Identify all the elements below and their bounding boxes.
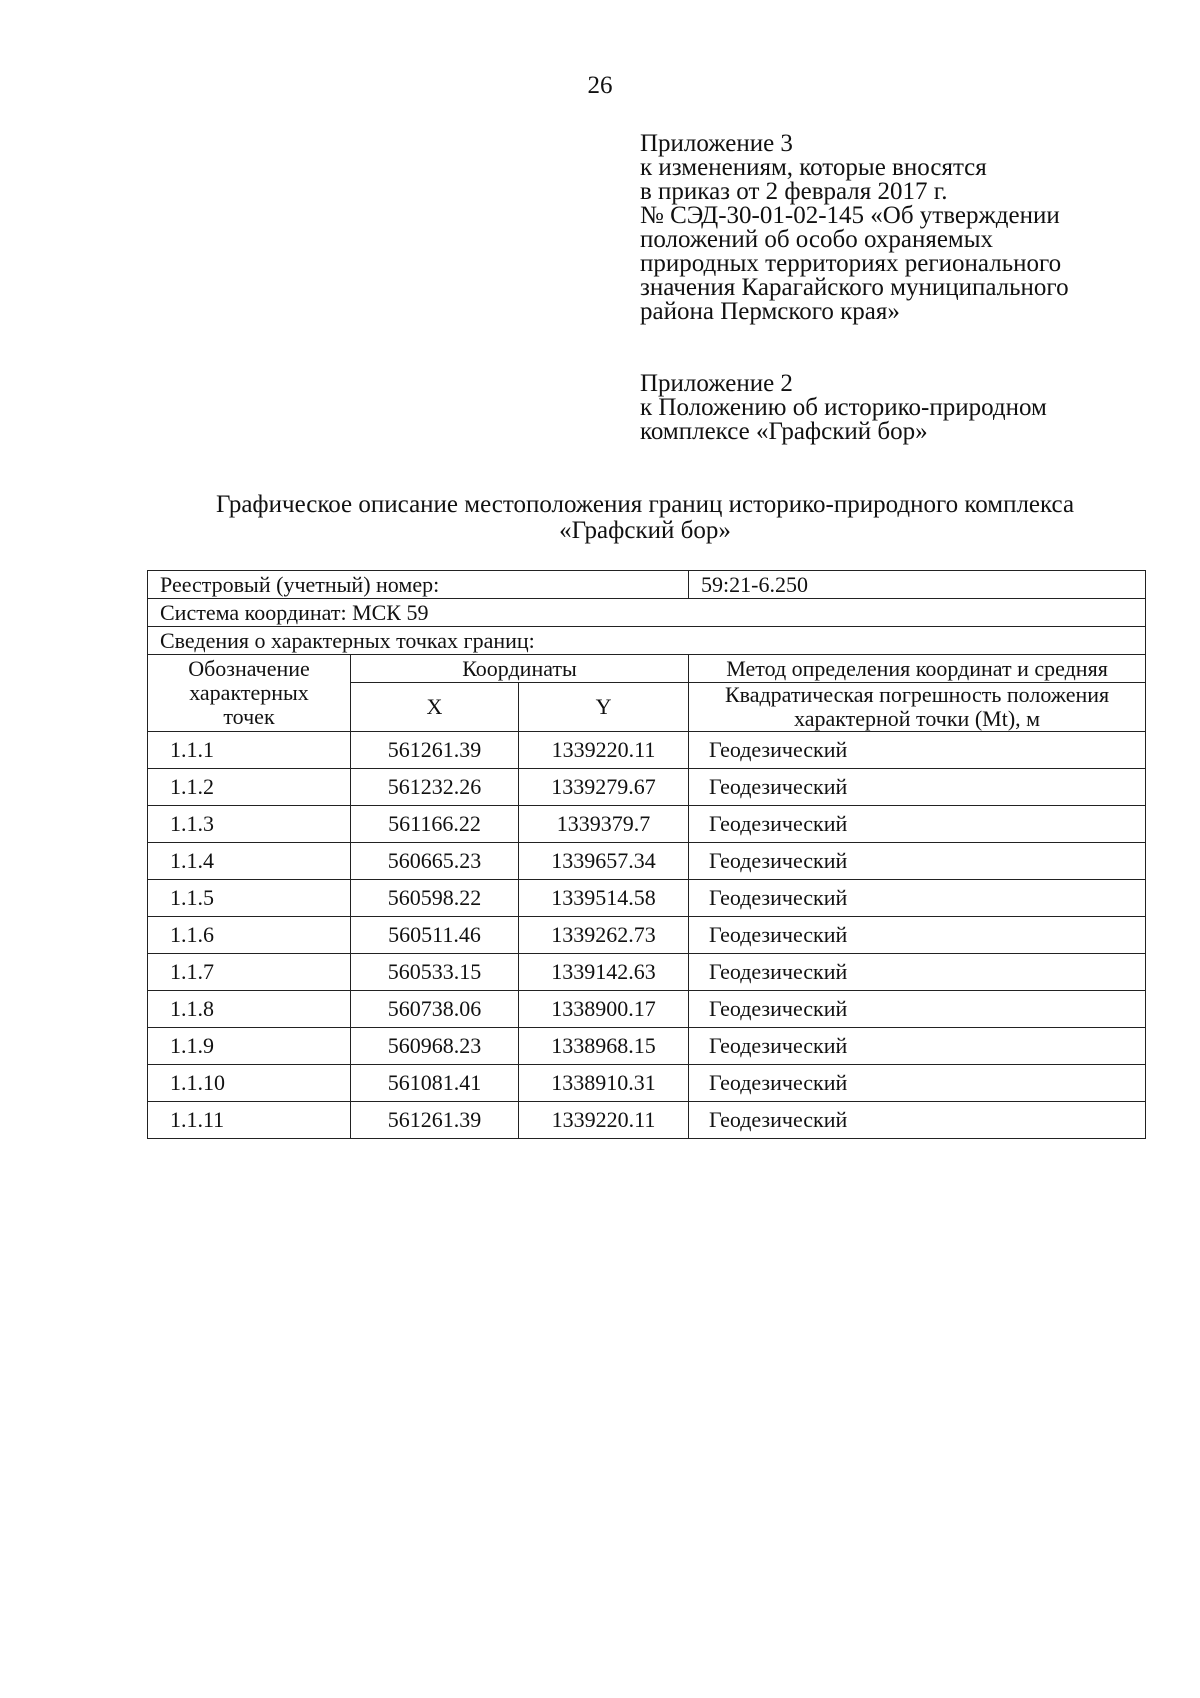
x-cell: 560533.15 [351, 954, 519, 991]
method-cell: Геодезический [689, 991, 1146, 1028]
boundary-points-table [147, 570, 1146, 1139]
x-cell: 561166.22 [351, 806, 519, 843]
method-cell: Геодезический [689, 954, 1146, 991]
table-row [148, 843, 1146, 880]
x-cell: 561261.39 [351, 732, 519, 769]
coord-system-row [148, 599, 1146, 627]
appendix-3-line: к изменениям, которые вносятся [640, 154, 987, 181]
x-cell: 560598.22 [351, 880, 519, 917]
x-cell: 561081.41 [351, 1065, 519, 1102]
method-cell: Геодезический [689, 732, 1146, 769]
appendix-2-line: комплексе «Графский бор» [640, 418, 928, 445]
method-cell: Геодезический [689, 806, 1146, 843]
y-header: Y [519, 683, 689, 732]
method-cell: Геодезический [689, 917, 1146, 954]
point-cell: 1.1.9 [148, 1028, 351, 1065]
coord-system: Система координат: МСК 59 [148, 599, 1146, 627]
point-cell: 1.1.11 [148, 1102, 351, 1139]
document-title [110, 492, 1180, 544]
document-title-line: «Графский бор» [559, 517, 731, 544]
method-header-line1: Метод определения координат и средняя [689, 655, 1146, 683]
table-row [148, 954, 1146, 991]
method-header-line: Квадратическая погрешность положения [724, 682, 1110, 707]
method-header-rest [689, 683, 1146, 732]
table-row [148, 732, 1146, 769]
y-cell: 1339279.67 [519, 769, 689, 806]
x-cell: 561261.39 [351, 1102, 519, 1139]
points-caption-row [148, 627, 1146, 655]
appendix-3-line: Приложение 3 [640, 130, 793, 157]
appendix-3-header [640, 132, 1180, 324]
table-row [148, 806, 1146, 843]
point-cell: 1.1.10 [148, 1065, 351, 1102]
method-cell: Геодезический [689, 843, 1146, 880]
table-row [148, 917, 1146, 954]
registry-row [148, 571, 1146, 599]
y-cell: 1338900.17 [519, 991, 689, 1028]
coordinates-header: Координаты [351, 655, 689, 683]
y-cell: 1339142.63 [519, 954, 689, 991]
x-cell: 561232.26 [351, 769, 519, 806]
designation-header [148, 655, 351, 732]
appendix-3-line: природных территориях регионального [640, 250, 1062, 277]
point-cell: 1.1.8 [148, 991, 351, 1028]
registry-value: 59:21-6.250 [689, 571, 1146, 599]
appendix-3-line: района Пермского края» [640, 298, 900, 325]
x-cell: 560665.23 [351, 843, 519, 880]
y-cell: 1338910.31 [519, 1065, 689, 1102]
appendix-2-line: Приложение 2 [640, 370, 793, 397]
y-cell: 1339220.11 [519, 1102, 689, 1139]
appendix-3-line: положений об особо охраняемых [640, 226, 994, 253]
x-cell: 560511.46 [351, 917, 519, 954]
method-cell: Геодезический [689, 1065, 1146, 1102]
table-row [148, 1065, 1146, 1102]
table-row [148, 1102, 1146, 1139]
data-rows [148, 732, 1146, 1139]
method-cell: Геодезический [689, 1028, 1146, 1065]
method-header-line: характерной точки (Mt), м [793, 706, 1041, 731]
point-cell: 1.1.3 [148, 806, 351, 843]
page-number: 26 [587, 72, 613, 99]
table-row [148, 769, 1146, 806]
method-cell: Геодезический [689, 1102, 1146, 1139]
designation-header-line: точек [223, 704, 275, 729]
point-cell: 1.1.5 [148, 880, 351, 917]
method-cell: Геодезический [689, 880, 1146, 917]
x-cell: 560968.23 [351, 1028, 519, 1065]
point-cell: 1.1.6 [148, 917, 351, 954]
header-row [148, 655, 1146, 683]
x-cell: 560738.06 [351, 991, 519, 1028]
table-row [148, 880, 1146, 917]
appendix-3-line: в приказ от 2 февраля 2017 г. [640, 178, 948, 205]
y-cell: 1339262.73 [519, 917, 689, 954]
y-cell: 1338968.15 [519, 1028, 689, 1065]
document-title-line: Графическое описание местоположения границ историко-природного комплекса [215, 491, 1075, 518]
point-cell: 1.1.7 [148, 954, 351, 991]
registry-label: Реестровый (учетный) номер: [148, 571, 689, 599]
x-header: X [351, 683, 519, 732]
y-cell: 1339220.11 [519, 732, 689, 769]
method-cell: Геодезический [689, 769, 1146, 806]
y-cell: 1339514.58 [519, 880, 689, 917]
appendix-3-line: № СЭД-30-01-02-145 «Об утверждении [640, 202, 1060, 229]
appendix-3-line: значения Карагайского муниципального [640, 274, 1069, 301]
point-cell: 1.1.4 [148, 843, 351, 880]
table-row [148, 991, 1146, 1028]
appendix-2-header [640, 372, 1180, 444]
y-cell: 1339657.34 [519, 843, 689, 880]
table-row [148, 1028, 1146, 1065]
appendix-2-line: к Положению об историко-природном [640, 394, 1047, 421]
designation-header-line: Обозначение [188, 656, 310, 681]
point-cell: 1.1.1 [148, 732, 351, 769]
designation-header-line: характерных [189, 680, 309, 705]
points-caption: Сведения о характерных точках границ: [148, 627, 1146, 655]
y-cell: 1339379.7 [519, 806, 689, 843]
point-cell: 1.1.2 [148, 769, 351, 806]
